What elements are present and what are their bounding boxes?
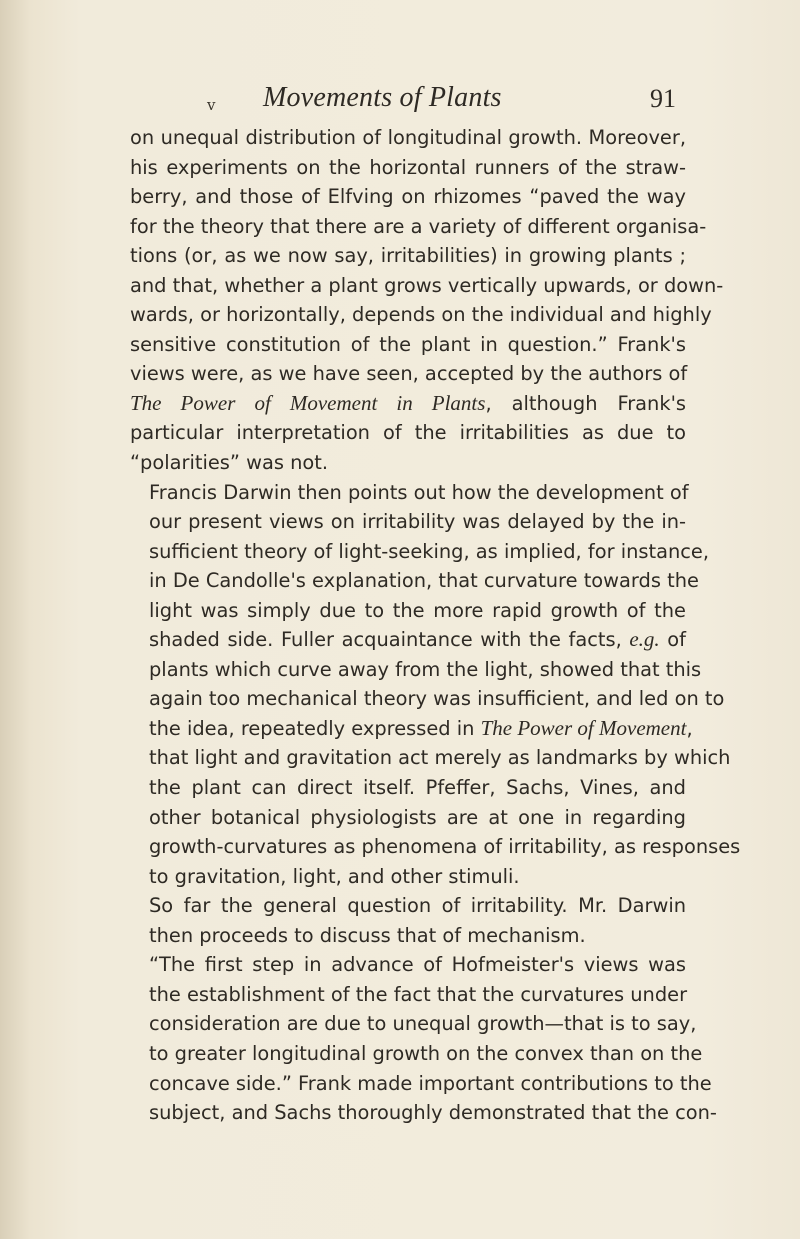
text-line: light was simply due to the more rapid growth of the (149, 598, 686, 622)
text-line: subject, and Sachs thoroughly demonstrated that the con- (149, 1101, 717, 1125)
body-text (130, 123, 741, 1128)
paragraph-4 (130, 950, 717, 1127)
text-line: other botanical physiologists are at one in regarding (149, 805, 686, 829)
text-line: “polarities” was not. (130, 451, 329, 475)
text-line: sufficient theory of light-seeking, as implied, for instance, (149, 539, 710, 563)
emphasis: e.g. (629, 627, 660, 652)
text-line: views were, as we have seen, accepted by the authors of (130, 362, 688, 386)
signature-mark: v (207, 96, 216, 114)
running-head: Movements of Plants (263, 82, 502, 113)
text-line: that light and gravitation act merely as landmarks by which (149, 746, 731, 770)
paragraph-2 (130, 478, 741, 892)
text-line: plants which curve away from the light, showed that this (149, 657, 702, 681)
text-line: to gravitation, light, and other stimuli. (149, 864, 520, 888)
text-line: wards, or horizontally, depends on the individual and highly (130, 303, 712, 327)
text-line: in De Candolle's explanation, that curvature towards the (149, 569, 699, 593)
paragraph-3 (130, 891, 686, 950)
text-line: on unequal distribution of longitudinal growth. Moreover, (130, 126, 686, 149)
text-line: the establishment of the fact that the curvatures under (149, 982, 688, 1006)
text-line: particular interpretation of the irritabilities as due to (130, 421, 686, 445)
text-line: and that, whether a plant grows vertically upwards, or down- (130, 273, 724, 297)
text-line: growth-curvatures as phenomena of irritability, as responses (149, 835, 741, 859)
paragraph-1 (130, 123, 724, 478)
page-header (0, 82, 800, 118)
book-title: The Power of Movement (480, 715, 687, 740)
text-line: So far the general question of irritability. Mr. Darwin (149, 894, 686, 918)
book-title: The Power of Movement in Plants (130, 390, 486, 415)
text-line: the plant can direct itself. Pfeffer, Sachs, Vines, and (149, 776, 686, 800)
text-line: berry, and those of Elfving on rhizomes “paved the way (130, 185, 686, 209)
text-line: our present views on irritability was delayed by the in- (149, 510, 686, 534)
text-line: to greater longitudinal growth on the convex than on the (149, 1041, 703, 1065)
text-line: sensitive constitution of the plant in question.” Frank's (130, 332, 686, 356)
text-line: The Power of Movement in Plants, although Frank's (130, 390, 687, 415)
text-line: again too mechanical theory was insufficient, and led on to (149, 687, 725, 711)
text-line: concave side.” Frank made important contributions to the (149, 1071, 712, 1095)
text-line: Francis Darwin then points out how the development of (149, 480, 689, 504)
text-line: “The first step in advance of Hofmeister's views was (149, 953, 686, 977)
text-line: tions (or, as we now say, irritabilities) in growing plants ; (130, 244, 686, 268)
text-line: shaded side. Fuller acquaintance with the facts, e.g. of (149, 627, 686, 652)
text-line: then proceeds to discuss that of mechanism. (149, 923, 586, 947)
page-number: 91 (650, 84, 676, 113)
text-line: his experiments on the horizontal runners of the straw- (130, 155, 686, 179)
text-line: consideration are due to unequal growth—that is to say, (149, 1012, 697, 1036)
text-line: the idea, repeatedly expressed in The Power of Movement, (149, 715, 693, 740)
text-line: for the theory that there are a variety of different organisa- (130, 214, 707, 238)
